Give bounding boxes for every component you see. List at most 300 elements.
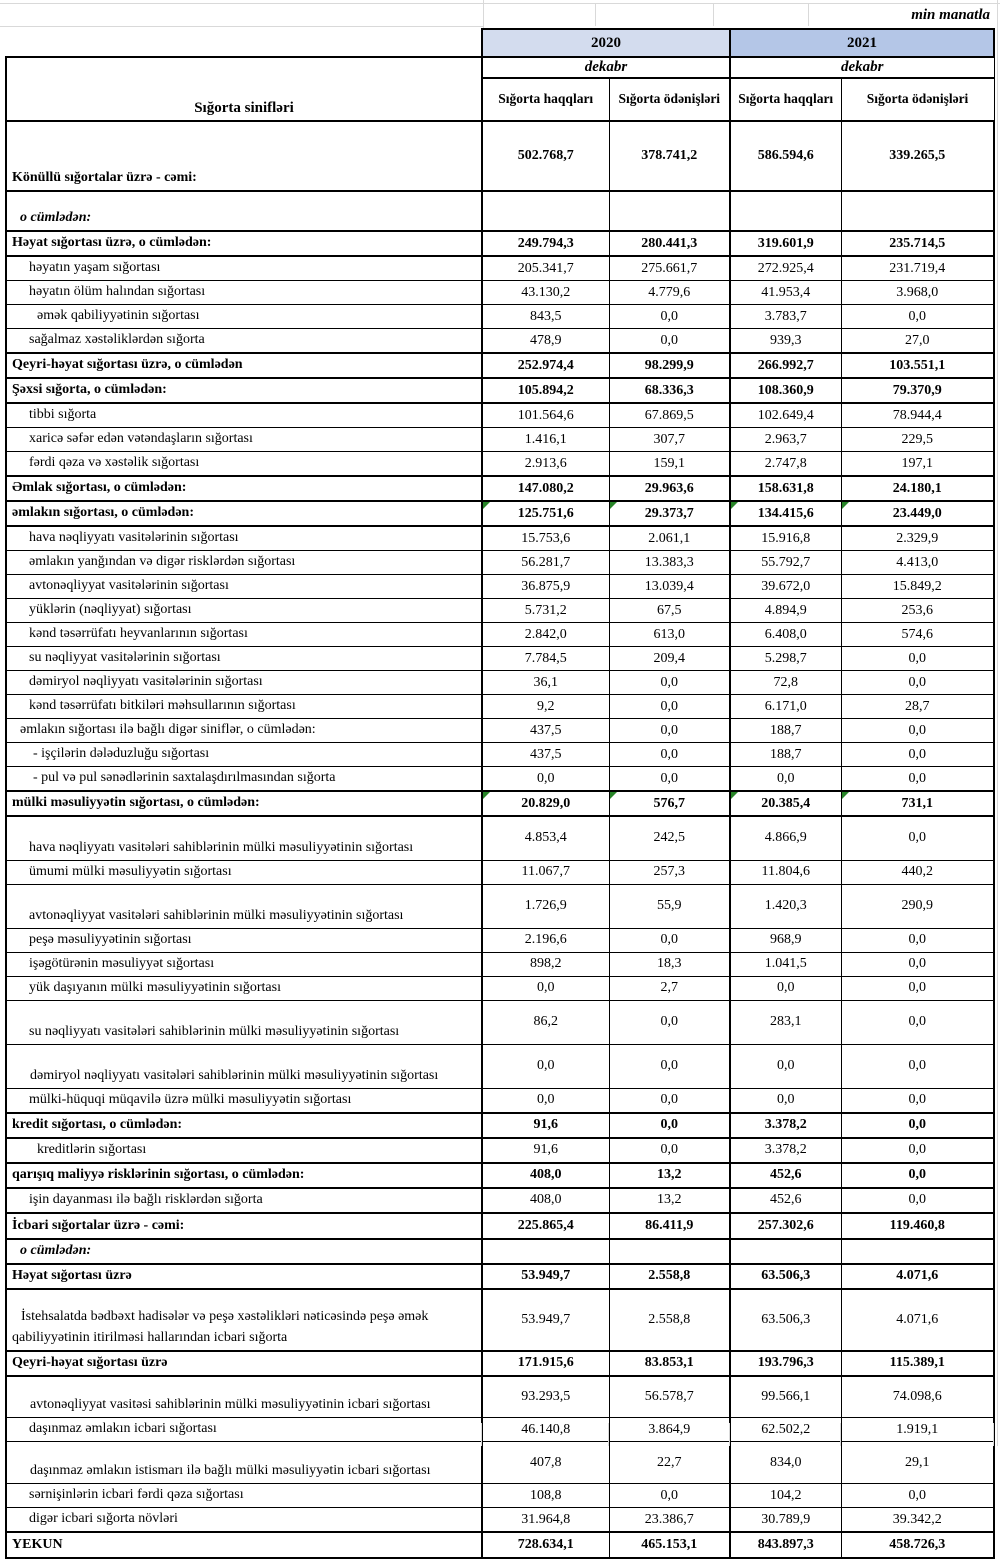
- table-row: [6, 281, 994, 305]
- table-row: [6, 1213, 994, 1239]
- value-cell: [482, 281, 609, 305]
- row-label: kənd təsərrüfatı heyvanlarının sığortası: [6, 623, 482, 647]
- value-cell: [482, 623, 609, 647]
- value-cell: [730, 191, 841, 231]
- value-cell: [841, 1000, 994, 1044]
- cell-text: 437,5: [530, 722, 562, 738]
- cell-text: 0,0: [537, 980, 555, 995]
- cell-text: 28,7: [905, 698, 930, 714]
- value-cell: [609, 1484, 730, 1508]
- table-row: [6, 952, 994, 976]
- table-row: [6, 695, 994, 719]
- cell-text: 2.558,8: [648, 1268, 691, 1283]
- cell-text: 78.944,4: [892, 407, 942, 423]
- row-label: daşınmaz əmlakın istismarı ilə bağlı mülki məsuliyyətin icbari sığortası: [6, 1442, 482, 1484]
- value-cell: [609, 671, 730, 695]
- cell-text: 0,0: [660, 746, 678, 762]
- row-label: sağalmaz xəstəliklərdən sığorta: [6, 329, 482, 354]
- cell-text: 67.869,5: [644, 407, 694, 423]
- cell-text: 0,0: [660, 1014, 678, 1029]
- value-cell: [730, 767, 841, 792]
- cell-text: 79.370,9: [892, 382, 942, 398]
- value-cell: [841, 695, 994, 719]
- cell-text: 0,0: [660, 1487, 678, 1503]
- cell-text: 3.378,2: [764, 1142, 807, 1157]
- value-cell: [841, 767, 994, 792]
- gridline: [595, 3, 596, 26]
- value-cell: [730, 1113, 841, 1138]
- row-label: xaricə səfər edən vətəndaşların sığortası: [6, 428, 482, 452]
- cell-text: 0,0: [660, 932, 678, 947]
- cell-text: 2.963,7: [764, 431, 807, 447]
- cell-text: 209,4: [653, 650, 685, 666]
- cell-text: 0,0: [908, 1167, 926, 1182]
- cell-text: 0,0: [908, 308, 926, 324]
- green-triangle-icon: [842, 792, 849, 799]
- cell-text: 68.336,3: [644, 382, 694, 398]
- table-row: [6, 816, 994, 860]
- value-cell: [609, 884, 730, 928]
- row-label: əmək qabiliyyətinin sığortası: [6, 305, 482, 329]
- value-cell: [609, 1044, 730, 1088]
- value-cell: [482, 1213, 609, 1239]
- table-row: [6, 575, 994, 599]
- row-label: ümumi mülki məsuliyyətin sığortası: [6, 860, 482, 884]
- cell-text: 0,0: [908, 1117, 926, 1132]
- value-cell: [482, 1264, 609, 1289]
- cell-text: 18,3: [657, 956, 682, 971]
- gridline: [483, 0, 484, 28]
- value-cell: [482, 1484, 609, 1508]
- value-cell: [730, 1163, 841, 1188]
- cell-text: 74.098,6: [892, 1388, 942, 1404]
- cell-text: 55.792,7: [761, 554, 811, 570]
- value-cell: [730, 428, 841, 452]
- cell-text: 0,0: [908, 1142, 926, 1157]
- row-label: əmlakın sığortası, o cümlədən:: [6, 501, 482, 526]
- row-label: Şəxsi sığorta, o cümlədən:: [6, 378, 482, 403]
- value-cell: [482, 428, 609, 452]
- row-label: hava nəqliyyatı vasitələri sahiblərinin mülki məsuliyyətinin sığortası: [6, 816, 482, 860]
- cell-text: 235.714,5: [889, 235, 946, 251]
- cell-text: 13,2: [657, 1167, 682, 1182]
- value-cell: [730, 1532, 841, 1558]
- cell-text: 408,0: [530, 1192, 562, 1207]
- cell-text: 0,0: [908, 956, 926, 971]
- cell-text: 2.558,8: [648, 1311, 691, 1327]
- table-row: [6, 1044, 994, 1088]
- cell-text: 4.866,9: [764, 830, 807, 846]
- row-label: sərnişinlərin icbari fərdi qəza sığortası: [6, 1484, 482, 1508]
- cell-text: 0,0: [537, 770, 555, 786]
- cell-text: 0,0: [908, 830, 926, 846]
- unit-label: min manatla: [911, 7, 990, 23]
- cell-text: 408,0: [530, 1167, 562, 1182]
- cell-text: 6.408,0: [764, 626, 807, 642]
- cell-text: 9,2: [537, 698, 555, 714]
- cell-text: 1.420,3: [764, 898, 807, 913]
- value-cell: [609, 452, 730, 477]
- value-cell: [730, 1264, 841, 1289]
- cell-text: 188,7: [770, 746, 802, 762]
- table-row: [6, 791, 994, 816]
- value-cell: [730, 1088, 841, 1113]
- value-cell: [609, 281, 730, 305]
- row-label: yüklərin (nəqliyyat) sığortası: [6, 599, 482, 623]
- cell-text: 20.385,4: [761, 795, 811, 811]
- period-header-row: [6, 57, 994, 78]
- value-cell: [730, 791, 841, 816]
- value-cell: [482, 551, 609, 575]
- table-row: [6, 1138, 994, 1163]
- value-cell: [841, 860, 994, 884]
- value-cell: [730, 719, 841, 743]
- value-cell: [841, 551, 994, 575]
- value-cell: [609, 256, 730, 281]
- table-row: [6, 976, 994, 1000]
- table-row: [6, 452, 994, 477]
- cell-text: 134.415,6: [757, 505, 814, 521]
- gridline: [993, 1423, 994, 1446]
- cell-text: 939,3: [770, 332, 802, 348]
- cell-text: 574,6: [901, 626, 933, 642]
- cell-text: 86,2: [533, 1014, 558, 1029]
- row-label: Həyat sığortası üzrə: [6, 1264, 482, 1289]
- value-cell: [841, 1376, 994, 1418]
- value-cell: [730, 1000, 841, 1044]
- value-cell: [609, 231, 730, 256]
- value-cell: [730, 1508, 841, 1533]
- table-row: [6, 928, 994, 952]
- cell-text: 283,1: [770, 1014, 802, 1029]
- cell-text: 171.915,6: [517, 1355, 574, 1370]
- table-row: [6, 121, 994, 191]
- cell-text: 2.913,6: [524, 455, 567, 471]
- cell-text: 99.566,1: [761, 1388, 811, 1404]
- cell-text: 91,6: [533, 1142, 558, 1157]
- row-label: həyatın yaşam sığortası: [6, 256, 482, 281]
- value-cell: [730, 1289, 841, 1351]
- value-cell: [609, 1239, 730, 1264]
- value-cell: [841, 231, 994, 256]
- row-label: dəmiryol nəqliyyatı vasitələrinin sığortası: [6, 671, 482, 695]
- class-column-header: Sığorta sinifləri: [6, 57, 482, 121]
- cell-text: 290,9: [901, 898, 933, 913]
- value-cell: [730, 860, 841, 884]
- row-label: işin dayanması ilə bağlı risklərdən sığorta: [6, 1188, 482, 1213]
- value-cell: [609, 121, 730, 191]
- value-cell: [841, 378, 994, 403]
- cell-text: 105.894,2: [517, 382, 574, 398]
- col-header-premiums-2021: Sığorta haqqları: [730, 78, 841, 121]
- value-cell: [609, 743, 730, 767]
- value-cell: [730, 305, 841, 329]
- value-cell: [609, 599, 730, 623]
- cell-text: 0,0: [660, 770, 678, 786]
- value-cell: [482, 671, 609, 695]
- cell-text: 253,6: [901, 602, 933, 618]
- green-triangle-icon: [731, 792, 738, 799]
- gridline: [840, 1423, 841, 1446]
- value-cell: [609, 928, 730, 952]
- table-row: [6, 501, 994, 526]
- value-cell: [609, 791, 730, 816]
- cell-text: 319.601,9: [757, 235, 814, 251]
- value-cell: [841, 1351, 994, 1376]
- value-cell: [730, 952, 841, 976]
- cell-text: 15.753,6: [521, 530, 571, 546]
- row-label: hava nəqliyyatı vasitələrinin sığortası: [6, 526, 482, 551]
- table-row: [6, 256, 994, 281]
- cell-text: 20.829,0: [521, 795, 571, 811]
- cell-text: 1.726,9: [524, 898, 567, 913]
- row-label: həyatın ölüm halından sığortası: [6, 281, 482, 305]
- cell-text: 0,0: [908, 932, 926, 947]
- row-label: su nəqliyyat vasitələrinin sığortası: [6, 647, 482, 671]
- cell-text: 0,0: [660, 674, 678, 690]
- value-cell: [609, 1113, 730, 1138]
- col-header-payments-2021: Sığorta ödənişləri: [841, 78, 994, 121]
- row-label: qarışıq maliyyə risklərinin sığortası, o cümlədən:: [6, 1163, 482, 1188]
- value-cell: [609, 501, 730, 526]
- value-cell: [482, 329, 609, 354]
- value-cell: [730, 884, 841, 928]
- value-cell: [730, 501, 841, 526]
- cell-text: 22,7: [657, 1454, 682, 1470]
- value-cell: [730, 623, 841, 647]
- cell-text: 11.804,6: [761, 864, 810, 879]
- value-cell: [730, 378, 841, 403]
- value-cell: [730, 256, 841, 281]
- cell-text: 46.140,8: [521, 1421, 571, 1437]
- value-cell: [482, 884, 609, 928]
- value-cell: [730, 452, 841, 477]
- cell-text: 23.386,7: [644, 1511, 694, 1527]
- cell-text: 0,0: [908, 1192, 926, 1207]
- green-triangle-icon: [842, 502, 849, 509]
- value-cell: [730, 816, 841, 860]
- cell-text: 229,5: [901, 431, 933, 447]
- value-cell: [841, 1163, 994, 1188]
- value-cell: [482, 1044, 609, 1088]
- value-cell: [730, 329, 841, 354]
- table-row: [6, 1188, 994, 1213]
- value-cell: [482, 378, 609, 403]
- value-cell: [730, 1376, 841, 1418]
- row-label: mülki məsuliyyətin sığortası, o cümlədən:: [6, 791, 482, 816]
- year-header-row: [6, 29, 994, 57]
- value-cell: [841, 121, 994, 191]
- table-row: [6, 1264, 994, 1289]
- period-2021-header: dekabr: [730, 57, 994, 78]
- value-cell: [609, 191, 730, 231]
- table-row: [6, 767, 994, 792]
- value-cell: [482, 816, 609, 860]
- cell-text: 231.719,4: [889, 260, 946, 276]
- table-row: [6, 1289, 994, 1351]
- table-row: [6, 1000, 994, 1044]
- cell-text: 102.649,4: [757, 407, 814, 423]
- cell-text: 0,0: [908, 1058, 926, 1073]
- value-cell: [841, 623, 994, 647]
- cell-text: 93.293,5: [521, 1388, 571, 1404]
- cell-text: 0,0: [908, 1014, 926, 1029]
- table-row: [6, 1484, 994, 1508]
- gridline: [0, 3, 1000, 4]
- row-label: avtonəqliyyat vasitələri sahiblərinin mülki məsuliyyətinin sığortası: [6, 884, 482, 928]
- cell-text: 193.796,3: [757, 1355, 814, 1370]
- cell-text: 0,0: [777, 980, 795, 995]
- cell-text: 458.726,3: [889, 1537, 946, 1552]
- cell-text: 115.389,1: [889, 1355, 945, 1370]
- cell-text: 242,5: [653, 830, 685, 846]
- cell-text: 158.631,8: [757, 480, 814, 496]
- value-cell: [841, 1239, 994, 1264]
- row-label: fərdi qəza və xəstəlik sığortası: [6, 452, 482, 477]
- value-cell: [730, 1188, 841, 1213]
- value-cell: [841, 281, 994, 305]
- value-cell: [609, 329, 730, 354]
- cell-text: 13.383,3: [644, 554, 694, 570]
- cell-text: 27,0: [905, 332, 930, 348]
- row-label: mülki-hüquqi müqavilə üzrə mülki məsuliyyətin sığortası: [6, 1088, 482, 1113]
- value-cell: [730, 1044, 841, 1088]
- value-cell: [482, 791, 609, 816]
- table-row: [6, 1532, 994, 1558]
- green-triangle-icon: [731, 502, 738, 509]
- cell-text: 31.964,8: [521, 1511, 571, 1527]
- value-cell: [730, 403, 841, 428]
- value-cell: [841, 191, 994, 231]
- cell-text: 13,2: [657, 1192, 682, 1207]
- value-cell: [609, 476, 730, 501]
- value-cell: [482, 1532, 609, 1558]
- row-label: İcbari sığortalar üzrə - cəmi:: [6, 1213, 482, 1239]
- value-cell: [609, 719, 730, 743]
- value-cell: [482, 1376, 609, 1418]
- value-cell: [730, 1239, 841, 1264]
- value-cell: [841, 928, 994, 952]
- cell-text: 0,0: [908, 746, 926, 762]
- table-row: [6, 1508, 994, 1533]
- value-cell: [609, 575, 730, 599]
- value-cell: [482, 353, 609, 378]
- row-label: Qeyri-həyat sığortası üzrə, o cümlədən: [6, 353, 482, 378]
- cell-text: 339.265,5: [889, 148, 946, 163]
- value-cell: [609, 647, 730, 671]
- value-cell: [730, 1484, 841, 1508]
- green-triangle-icon: [483, 502, 490, 509]
- value-cell: [730, 1213, 841, 1239]
- table-row: [6, 526, 994, 551]
- table-row: [6, 305, 994, 329]
- value-cell: [730, 695, 841, 719]
- gridline: [0, 26, 483, 27]
- value-cell: [482, 191, 609, 231]
- cell-text: 0,0: [537, 1092, 555, 1107]
- table-row: [6, 1442, 994, 1484]
- table-row: [6, 1113, 994, 1138]
- value-cell: [609, 1138, 730, 1163]
- cell-text: 83.853,1: [644, 1355, 694, 1370]
- cell-text: 6.171,0: [764, 698, 807, 714]
- value-cell: [841, 743, 994, 767]
- cell-text: 452,6: [770, 1192, 802, 1207]
- year-2021-header: 2021: [730, 29, 994, 57]
- value-cell: [841, 1088, 994, 1113]
- row-label: avtonəqliyyat vasitələrinin sığortası: [6, 575, 482, 599]
- value-cell: [482, 1442, 609, 1484]
- value-cell: [482, 1188, 609, 1213]
- cell-text: 5.298,7: [764, 650, 807, 666]
- green-triangle-icon: [610, 502, 617, 509]
- value-cell: [482, 1000, 609, 1044]
- cell-text: 24.180,1: [892, 480, 942, 496]
- value-cell: [482, 928, 609, 952]
- value-cell: [841, 353, 994, 378]
- cell-text: 266.992,7: [757, 357, 814, 373]
- gridline: [729, 1423, 730, 1446]
- value-cell: [482, 976, 609, 1000]
- table-row: [6, 647, 994, 671]
- cell-text: 125.751,6: [517, 505, 574, 521]
- cell-text: 843.897,3: [757, 1537, 814, 1552]
- value-cell: [730, 1351, 841, 1376]
- row-label: İstehsalatda bədbəxt hadisələr və peşə xəstəlikləri nəticəsində peşə əmək qabiliyyətinin itirilməsi hallarından icbari sığorta: [6, 1289, 482, 1351]
- value-cell: [482, 1351, 609, 1376]
- cell-text: 272.925,4: [757, 260, 814, 276]
- value-cell: [730, 121, 841, 191]
- value-cell: [730, 928, 841, 952]
- value-cell: [841, 501, 994, 526]
- col-header-premiums-2020: Sığorta haqqları: [482, 78, 609, 121]
- cell-text: 0,0: [660, 308, 678, 324]
- table-row: [6, 719, 994, 743]
- cell-text: 843,5: [530, 308, 562, 324]
- value-cell: [482, 599, 609, 623]
- cell-text: 225.865,4: [517, 1217, 574, 1233]
- cell-text: 205.341,7: [517, 260, 574, 276]
- value-cell: [730, 647, 841, 671]
- row-label: Əmlak sığortası, o cümlədən:: [6, 476, 482, 501]
- row-label: kənd təsərrüfatı bitkiləri məhsullarının sığortası: [6, 695, 482, 719]
- cell-text: 465.153,1: [641, 1537, 698, 1552]
- cell-text: 29.963,6: [644, 480, 694, 496]
- row-label: dəmiryol nəqliyyatı vasitələri sahiblərinin mülki məsuliyyətinin sığortası: [6, 1044, 482, 1088]
- value-cell: [841, 1138, 994, 1163]
- value-cell: [841, 719, 994, 743]
- cell-text: 0,0: [660, 1092, 678, 1107]
- cell-text: 29.373,7: [644, 505, 694, 521]
- value-cell: [609, 1264, 730, 1289]
- cell-text: 1.041,5: [764, 956, 807, 971]
- table-row: [6, 551, 994, 575]
- cell-text: 86.411,9: [645, 1217, 694, 1233]
- cell-text: 30.789,9: [761, 1511, 811, 1527]
- cell-text: 2.747,8: [764, 455, 807, 471]
- value-cell: [482, 1113, 609, 1138]
- cell-text: 62.502,2: [761, 1421, 811, 1437]
- cell-text: 3.783,7: [764, 308, 807, 324]
- row-label: əmlakın sığortası ilə bağlı digər siniflər, o cümlədən:: [6, 719, 482, 743]
- value-cell: [609, 1088, 730, 1113]
- value-cell: [730, 551, 841, 575]
- value-cell: [482, 452, 609, 477]
- cell-text: 898,2: [530, 956, 562, 971]
- cell-text: 378.741,2: [641, 148, 698, 163]
- value-cell: [609, 378, 730, 403]
- value-cell: [609, 1376, 730, 1418]
